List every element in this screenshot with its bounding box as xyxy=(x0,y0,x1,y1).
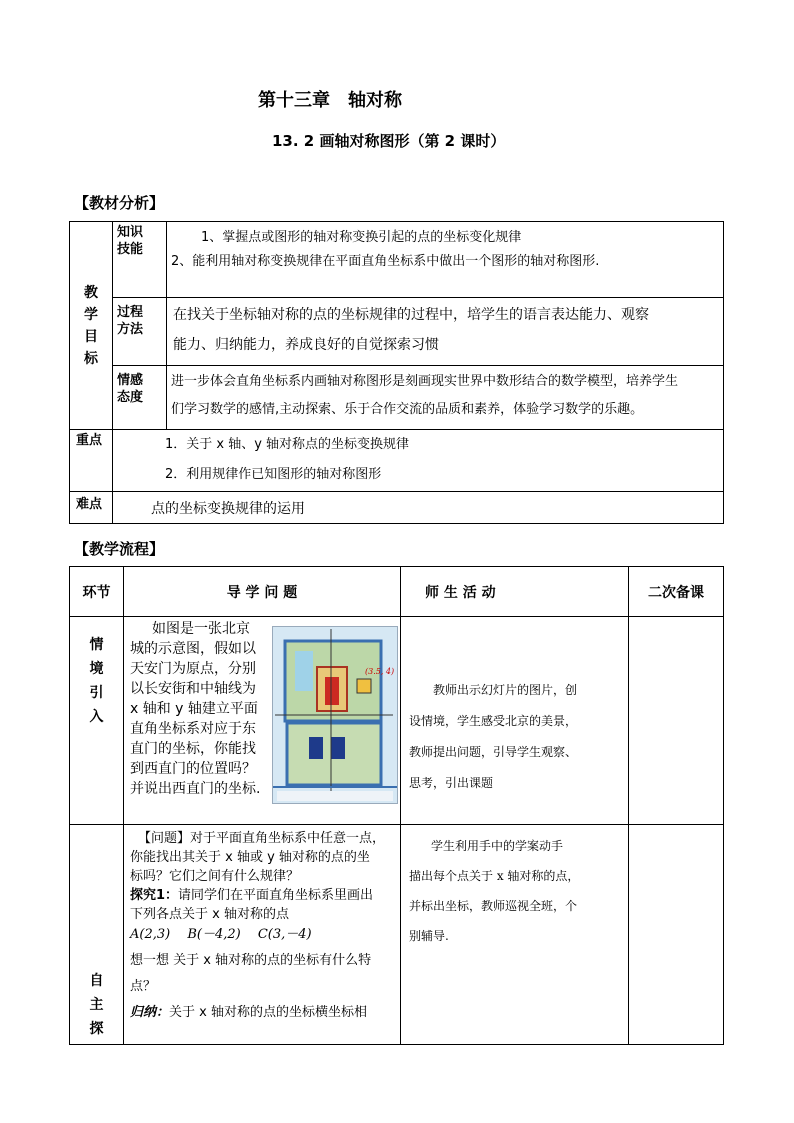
key-content xyxy=(113,430,724,492)
stage-cell-intro xyxy=(70,617,124,825)
chapter-title: 第十三章 轴对称 xyxy=(258,90,402,111)
stage-char: 自 xyxy=(89,973,104,989)
explore-notes xyxy=(629,825,724,1045)
intro-notes xyxy=(629,617,724,825)
goal-cell xyxy=(70,222,113,430)
lesson-title: 13. 2 画轴对称图形（第 2 课时） xyxy=(272,132,506,150)
row-label-attitude: 情感态度 xyxy=(113,366,167,430)
summary-label: 归纳： xyxy=(130,1005,170,1020)
text-line: 1．关于 x 轴、y 轴对称点的坐标变换规律 xyxy=(165,437,410,452)
difficulty-label-cell: 难点 xyxy=(70,492,113,524)
intro-question: 如图是一张北京 城的示意图，假如以 天安门为原点，分别 以长安街和中轴线为 x 轴和 y 轴建立平面 直角坐标系对应于东 直门的坐标，你能找 到西直门的位置吗？ 并说出西直门的坐标. xyxy=(130,621,261,797)
intro-activity: 教师出示幻灯片的图片，创 设情境，学生感受北京的美景， 教师提出问题，引导学生观察、 思考，引出课题 xyxy=(401,617,629,825)
explore-label: 探究1： xyxy=(130,888,179,903)
text-line: 能力、归纳能力，养成良好的自觉探索习惯 xyxy=(173,337,439,353)
process-content xyxy=(167,298,724,366)
explore-activity: 学生利用手中的学案动手 描出每个点关于 x 轴对称的点， 并标出坐标，教师巡视全班，个 别辅导. xyxy=(401,825,629,1045)
text-line: 在找关于坐标轴对称的点的坐标规律的过程中，培学生的语言表达能力、观察 xyxy=(173,307,649,323)
text-line: 们学习数学的感情,主动探索、乐于合作交流的品质和素养，体验学习数学的乐趣。 xyxy=(171,402,644,417)
text-line: 1、掌握点或图形的轴对称变换引起的点的坐标变化规律 xyxy=(201,230,522,245)
goal-char: 学 xyxy=(84,306,98,323)
attitude-content xyxy=(167,366,724,430)
stage-cell-explore xyxy=(70,825,124,1045)
goal-char: 教 xyxy=(84,284,98,301)
header-activity: 师 生 活 动 xyxy=(401,567,629,617)
stage-char: 引 xyxy=(89,685,104,701)
text-line: 2、能利用轴对称变换规律在平面直角坐标系中做出一个图形的轴对称图形. xyxy=(171,254,600,269)
goal-char: 标 xyxy=(84,350,98,367)
section-title-flow: 【教学流程】 xyxy=(74,540,165,558)
header-stage: 环节 xyxy=(70,567,124,617)
section-title-analysis: 【教材分析】 xyxy=(74,194,165,212)
stage-char: 探 xyxy=(89,1021,104,1037)
text-line: 进一步体会直角坐标系内画轴对称图形是刻画现实世界中数形结合的数学模型，培养学生 xyxy=(171,374,679,389)
key-label-cell: 重点 xyxy=(70,430,113,492)
header-notes: 二次备课 xyxy=(629,567,724,617)
stage-char: 主 xyxy=(89,997,104,1013)
stage-char: 入 xyxy=(89,709,104,725)
stage-char: 境 xyxy=(89,661,104,677)
beijing-map-image xyxy=(272,626,398,804)
difficulty-content: 点的坐标变换规律的运用 xyxy=(113,492,724,524)
analysis-table xyxy=(69,221,724,524)
map-point-label: (3.5, 4) xyxy=(365,667,395,676)
row-label-knowledge: 知识技能 xyxy=(113,222,167,298)
stage-char: 情 xyxy=(89,637,104,653)
header-question: 导 学 问 题 xyxy=(124,567,401,617)
points-list: A(2,3) B(－4,2) C(3,－4) xyxy=(130,927,312,942)
knowledge-content xyxy=(167,222,724,298)
explore-question: 【问题】对于平面直角坐标系中任意一点， 你能找出其关于 x 轴或 y 轴对称的点的坐 标吗？它们之间有什么规律？ 探究1：请同学们在平面直角坐标系里画出 下列各点关于 x 轴对称的点 A(2,3) B(－4,2) C(3,－4) 想一想 关于 x 轴对称的点的坐标有什么特 点？ 归纳：关于 x 轴对称的点的坐标横坐标相 xyxy=(124,825,401,1045)
row-label-process: 过程方法 xyxy=(113,298,167,366)
text-line: 2．利用规律作已知图形的轴对称图形 xyxy=(165,467,382,482)
goal-char: 目 xyxy=(84,328,98,345)
